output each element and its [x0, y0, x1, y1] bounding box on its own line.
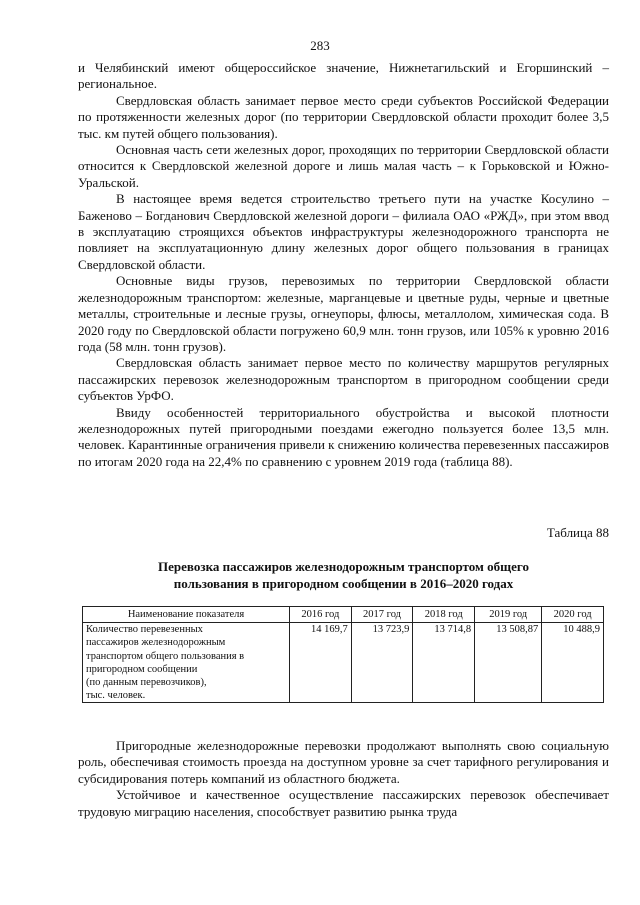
row-label-line: пригородном сообщении — [86, 663, 198, 675]
page-number: 283 — [310, 38, 330, 53]
column-header: 2018 год — [413, 607, 475, 623]
table-title — [78, 559, 609, 592]
paragraph: Свердловская область занимает первое место по количеству маршрутов регулярных пассажирских перевозок железнодорожным транспортом в пригородном сообщении среди субъектов УрФО. — [78, 355, 609, 404]
value-cell: 13 508,87 — [475, 623, 542, 703]
table-row — [83, 623, 604, 703]
value-cell: 10 488,9 — [542, 623, 604, 703]
value-cell: 13 714,8 — [413, 623, 475, 703]
paragraph: Свердловская область занимает первое место среди субъектов Российской Федерации по протяженности железных дорог (по территории Свердловской области проходит более 3,5 тыс. км путей общего пользования). — [78, 92, 609, 141]
table-label: Таблица 88 — [546, 525, 609, 540]
paragraph: и Челябинский имеют общероссийское значение, Нижнетагильский и Егоршинский – региональное. — [78, 60, 609, 92]
row-label-line: Количество перевезенных — [86, 624, 203, 636]
value-cell: 13 723,9 — [351, 623, 413, 703]
body-text-bottom — [78, 738, 609, 820]
row-label-line: (по данным перевозчиков), — [86, 677, 207, 689]
row-label-line: пассажиров железнодорожным — [86, 637, 226, 649]
paragraph: Устойчивое и качественное осуществление пассажирских перевозок обеспечивает трудовую миграцию населения, способствует развитию рынка труда — [78, 787, 609, 819]
column-header: Наименование показателя — [83, 607, 290, 623]
value-cell: 14 169,7 — [290, 623, 352, 703]
table-header-row — [83, 607, 604, 623]
paragraph: Основная часть сети железных дорог, проходящих по территории Свердловской области относится к Свердловской железной дороге и лишь малая часть – к Горьковской и Южно-Уральской. — [78, 142, 609, 190]
row-label-line: транспортом общего пользования в — [86, 650, 245, 662]
data-table — [82, 606, 604, 703]
column-header: 2017 год — [351, 607, 413, 623]
table-title-line: Перевозка пассажиров железнодорожным транспортом общего — [158, 559, 529, 574]
row-label-cell — [83, 623, 290, 703]
body-text-top — [78, 60, 609, 470]
paragraph: Пригородные железнодорожные перевозки продолжают выполнять свою социальную роль, обеспечивая стоимость проезда на доступном уровне за счет тарифного регулирования и субсидирования потерь компаний из областного бюджета. — [78, 738, 609, 786]
row-label-line: тыс. человек. — [86, 690, 146, 702]
paragraph: В настоящее время ведется строительство третьего пути на участке Косулино – Баженово – Богданович Свердловской железной дороги – филиала ОАО «РЖД», при этом ввод в эксплуатацию строящихся объектов инфраструктуры железнодорожного транспорта не повлияет на эксплуатационную длину железных дорог общего пользования в границах Свердловской области. — [78, 191, 609, 272]
column-header: 2020 год — [542, 607, 604, 623]
column-header: 2019 год — [475, 607, 542, 623]
paragraph: Ввиду особенностей территориального обустройства и высокой плотности железнодорожных путей пригородными поездами ежегодно пользуется более 13,5 млн. человек. Карантинные ограничения привели к снижению количества перевезенных пассажиров по итогам 2020 года на 22,4% по сравнению с уровнем 2019 года (таблица 88). — [78, 404, 609, 469]
column-header: 2016 год — [290, 607, 352, 623]
table-title-line: пользования в пригородном сообщении в 2016–2020 годах — [173, 575, 514, 591]
paragraph: Основные виды грузов, перевозимых по территории Свердловской области железнодорожным транспортом: железные, марганцевые и цветные руды, черные и цветные металлы, строительные и лесные грузы, огнеупоры, флюсы, металлолом, химическая сода. В 2020 году по Свердловской области погружено 60,9 млн. тонн грузов, или 105% к уровню 2016 года (58 млн. тонн грузов). — [78, 273, 609, 354]
